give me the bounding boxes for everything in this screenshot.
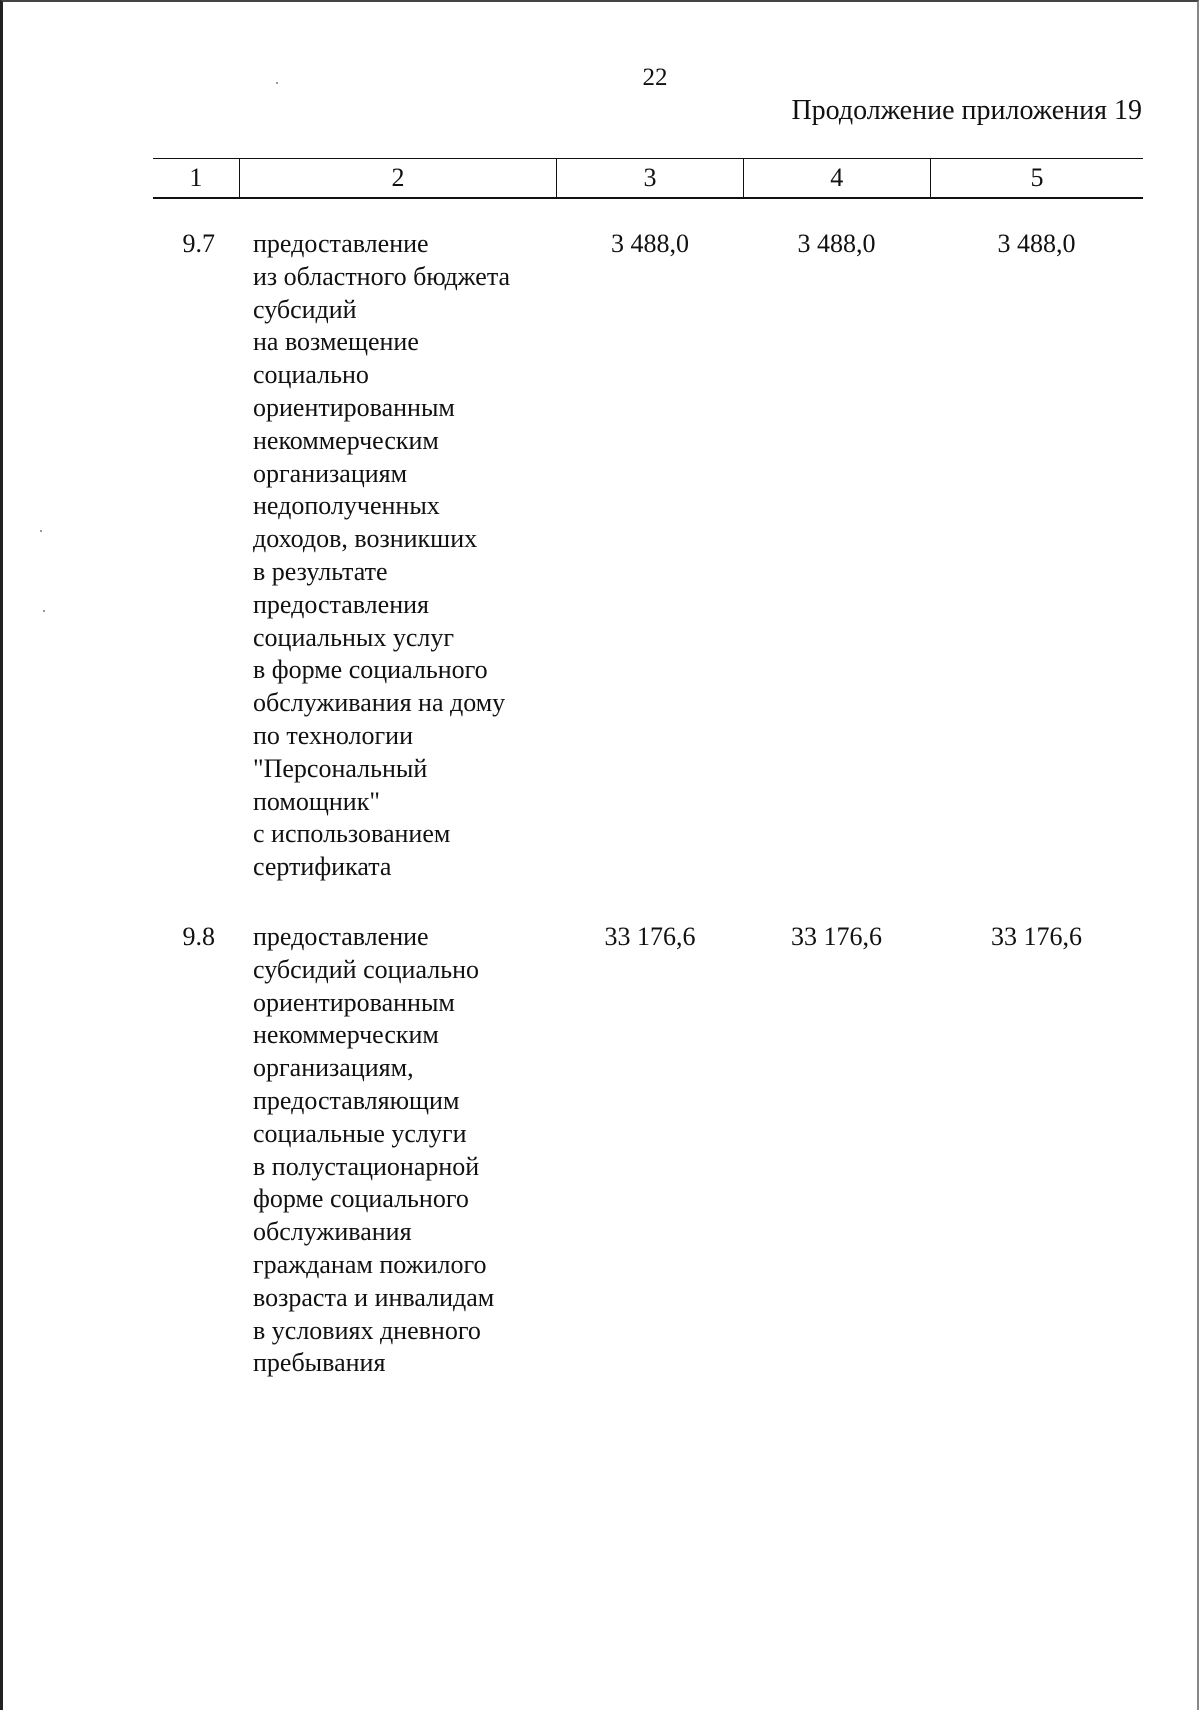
scan-speck xyxy=(276,82,278,84)
column-header-1: 1 xyxy=(153,159,240,197)
table-row xyxy=(153,228,1143,888)
row-value-col3: 3 488,0 xyxy=(611,229,689,258)
continuation-title: Продолжение приложения 19 xyxy=(791,95,1142,126)
row-value-col4: 3 488,0 xyxy=(797,229,876,258)
table-column-header xyxy=(153,158,1143,199)
row-value-col5: 33 176,6 xyxy=(991,922,1082,951)
scan-speck xyxy=(40,530,42,532)
column-header-3: 3 xyxy=(557,159,743,197)
row-description: предоставление субсидий социально ориентированным некоммерческим организациям, предоставляющим социальные услуги в полустационарной форме социального обслуживания гражданам пожилого возраста и инвалидам в условиях дневного пребывания xyxy=(253,922,495,1378)
row-number: 9.8 xyxy=(182,922,215,951)
column-header-5: 5 xyxy=(1030,163,1044,192)
row-description: предоставление из областного бюджета субсидий на возмещение социально ориентированным некоммерческим организациям недополученных доходов, возникших в результате предоставления социальных услуг в форме социального обслуживания на дому по технологии "Персональный помощник" с использованием сертификата xyxy=(253,229,511,882)
row-value-col3: 33 176,6 xyxy=(604,922,696,951)
column-header-4: 4 xyxy=(744,159,931,197)
column-header-2: 2 xyxy=(240,159,558,197)
row-value-col5: 3 488,0 xyxy=(997,229,1076,258)
row-value-col4: 33 176,6 xyxy=(791,922,882,951)
page-number: 22 xyxy=(642,64,668,91)
scan-speck xyxy=(43,610,45,612)
table-row xyxy=(153,921,1143,1381)
row-number: 9.7 xyxy=(182,229,215,258)
